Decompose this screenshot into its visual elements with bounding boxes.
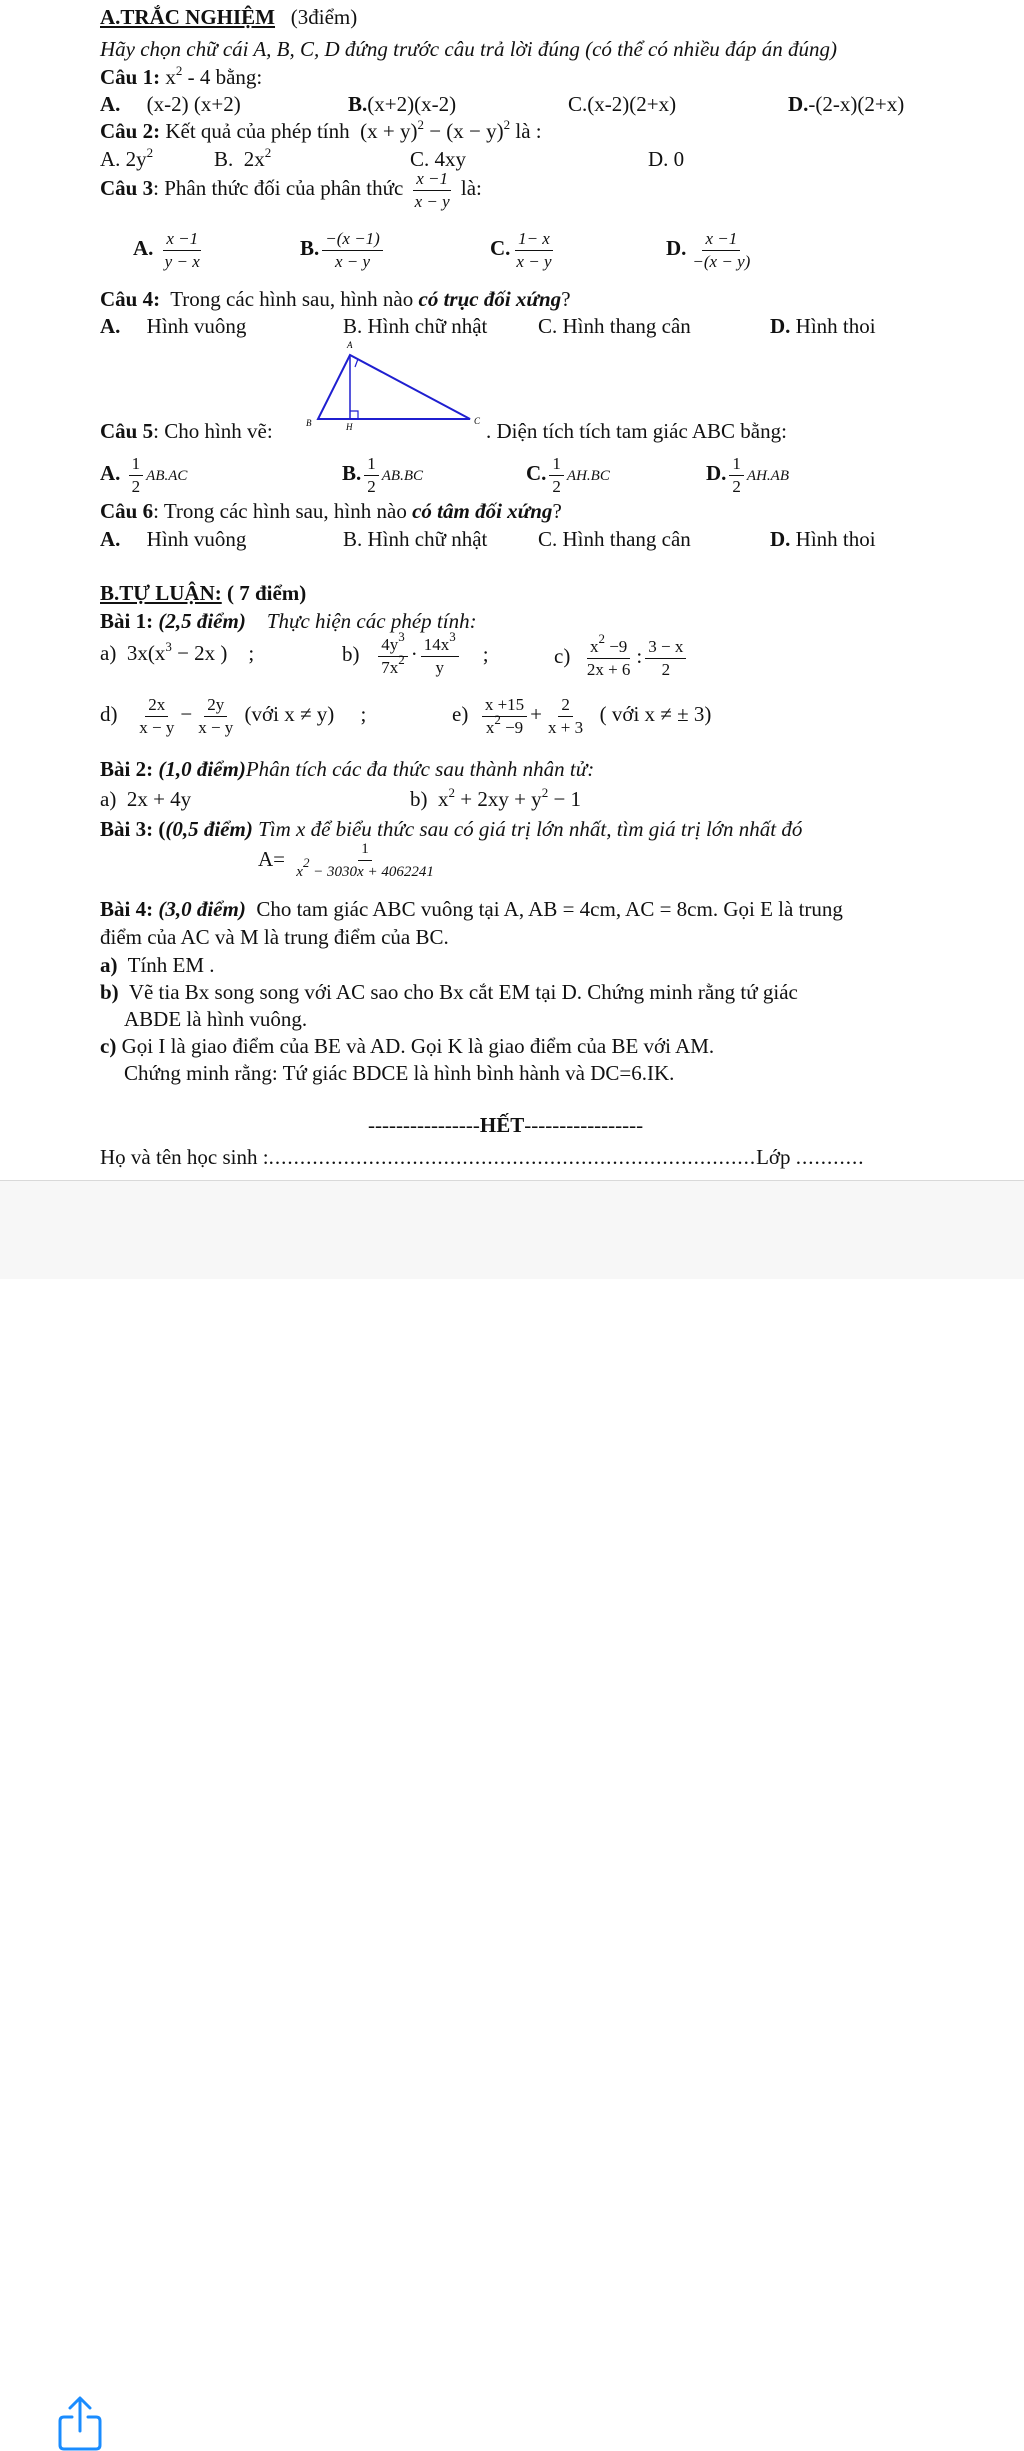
- bai4-b-line2: ABDE là hình vuông.: [124, 1007, 308, 1031]
- q6-option-c: C. Hình thang cân: [538, 527, 691, 551]
- question-5: Câu 5: Cho hình vẽ:: [100, 419, 273, 443]
- bai4-c: c) Gọi I là giao điểm của BE và AD. Gọi K là giao điểm của BE với AM.: [100, 1034, 715, 1058]
- vertex-h-label: H: [346, 422, 353, 432]
- q2-option-b: B. $2x^2$: [214, 145, 272, 171]
- question-6: Câu 6: Trong các hình sau, hình nào có tâm đối xứng?: [100, 499, 562, 523]
- vertex-c-label: C: [474, 416, 481, 426]
- q3-option-a: A. $\frac{x -1}{y - x}$: [133, 229, 200, 271]
- share-icon[interactable]: [56, 2395, 104, 2451]
- exam-page: [0, 0, 1024, 1180]
- q5-option-d: D. $\frac{1}{2}$ AH.AB: [706, 454, 789, 496]
- bai-4: Bài 4: (3,0 điểm) Cho tam giác ABC vuông tại A, AB = 4cm, AC = 8cm. Gọi E là trung: [100, 897, 843, 921]
- part-a-heading: A.TRẮC NGHIỆM (3điểm): [100, 5, 358, 29]
- bai4-b: b) Vẽ tia Bx song song với AC sao cho Bx cắt EM tại D. Chứng minh rằng tứ giác: [100, 980, 798, 1004]
- q3-option-b: B. $\frac{-(x -1)}{x - y}$: [300, 230, 386, 271]
- q3-option-c: C. $\frac{1- x}{x - y}$: [490, 229, 552, 271]
- bai1-c: c) $\frac{x^2 -9}{2x + 6}$ : $\frac{3 - x}{2}$: [554, 638, 689, 679]
- q3-option-d: D. $\frac{x -1}{-(x - y)}$: [666, 229, 751, 271]
- q4-option-a: A. Hình vuông: [100, 314, 247, 338]
- bai-1: Bài 1: (2,5 điểm) Thực hiện các phép tính:: [100, 609, 477, 633]
- bai-3: Bài 3: ((0,5 điểm) Tìm x để biểu thức sau có giá trị lớn nhất, tìm giá trị lớn nhất đó: [100, 817, 803, 841]
- question-1: Câu 1: $x^2 - 4$ bằng:: [100, 63, 263, 89]
- q1-option-d: D.-(2-x)(2+x): [788, 92, 905, 116]
- q5-option-a: A. $\frac{1}{2}$ AB.AC: [100, 454, 188, 496]
- part-b-heading: B.TỰ LUẬN: ( 7 điểm): [100, 581, 307, 605]
- bai1-b: b) $\frac{4y^3}{7x^2}$ · $\frac{14x^3}{y}$ ;: [342, 629, 489, 677]
- bottom-toolbar: [0, 1180, 1024, 1279]
- triangle-figure: [300, 336, 490, 436]
- bai1-a: a) $3x(x^3 - 2x$ ) ;: [100, 639, 255, 665]
- instruction: Hãy chọn chữ cái A, B, C, D đứng trước câu trả lời đúng (có thể có nhiều đáp án đúng): [100, 37, 838, 61]
- q1-option-a: A. (x-2) (x+2): [100, 92, 241, 116]
- q6-option-b: B. Hình chữ nhật: [343, 527, 488, 551]
- student-name-line: Họ và tên học sinh :..............................................................................Lớp ...........: [100, 1145, 865, 1169]
- q5-option-c: C. $\frac{1}{2}$ AH.BC: [526, 454, 610, 496]
- bai4-c-line2: Chứng minh rằng: Tứ giác BDCE là hình bình hành và DC=6.IK.: [124, 1061, 675, 1085]
- bai4-line2: điểm của AC và M là trung điểm của BC.: [100, 925, 449, 949]
- bai2-b: b) $x^2 + 2xy + y^2 - 1$: [410, 785, 582, 811]
- q2-option-c: C. 4xy: [410, 147, 467, 171]
- q6-option-d: D. Hình thoi: [770, 527, 876, 551]
- q1-option-c: C.(x-2)(2+x): [568, 92, 677, 116]
- bai-2: Bài 2: (1,0 điểm)Phân tích các đa thức sau thành nhân tử:: [100, 757, 595, 781]
- end-marker: ----------------HẾT-----------------: [368, 1113, 644, 1137]
- q4-option-c: C. Hình thang cân: [538, 314, 691, 338]
- q4-option-b: B. Hình chữ nhật: [343, 314, 488, 338]
- vertex-a-label: A: [347, 340, 353, 350]
- vertex-b-label: B: [306, 418, 312, 428]
- q2-option-d: D. 0: [648, 147, 685, 171]
- q5-option-b: B. $\frac{1}{2}$ AB.BC: [342, 454, 424, 496]
- question-2: Câu 2: Kết quả của phép tính $(x + y)^2 - (x - y)^2$ là :: [100, 117, 542, 143]
- q2-option-a: A. $2y^2$: [100, 145, 154, 171]
- question-3: Câu 3: Phân thức đối của phân thức $\frac{x -1}{x - y}$ là:: [100, 169, 482, 211]
- question-4: Câu 4: Trong các hình sau, hình nào có trục đối xứng?: [100, 287, 571, 311]
- q4-option-d: D. Hình thoi: [770, 314, 876, 338]
- bai2-a: a) 2x + 4y: [100, 787, 192, 811]
- q1-option-b: B.(x+2)(x-2): [348, 92, 457, 116]
- bai3-expression: A= $\frac{1}{x^2 - 3030x + 4062241}$: [258, 841, 434, 880]
- bai1-e: e) $\frac{x +15}{x^2 -9}$ + $\frac{2}{x + 3}$ ( với x ≠ ± 3): [452, 695, 712, 737]
- q6-option-a: A. Hình vuông: [100, 527, 247, 551]
- bai4-a: a) Tính EM .: [100, 953, 215, 977]
- bai1-d: d) $\frac{2x}{x - y}$ − $\frac{2y}{x - y}$ (với x ≠ y) ;: [100, 695, 367, 737]
- question-5-suffix: . Diện tích tích tam giác ABC bằng:: [486, 419, 787, 443]
